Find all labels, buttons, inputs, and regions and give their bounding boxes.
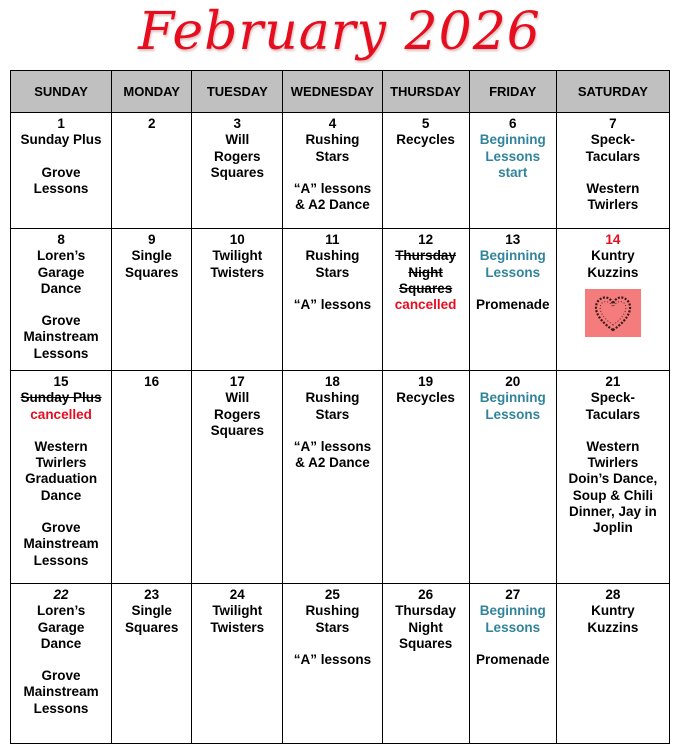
spacer: [472, 636, 554, 652]
day-number: 22: [53, 587, 69, 602]
day-number: 20: [505, 374, 521, 389]
event-text: Thursday Night Squares: [395, 248, 456, 296]
day-number: 15: [53, 374, 69, 389]
weekday-wednesday: WEDNESDAY: [283, 71, 382, 113]
event-text: Sunday Plus: [20, 132, 102, 148]
event-text: Promenade: [475, 296, 550, 312]
day-number: 11: [325, 232, 340, 247]
day-cell: [469, 229, 556, 371]
event-text: “A” lessons: [293, 296, 372, 312]
event-text: Beginning Lessons: [479, 603, 546, 635]
day-cell: [469, 584, 556, 744]
day-number: 13: [505, 232, 521, 247]
weekday-thursday: THURSDAY: [382, 71, 469, 113]
day-cell: [192, 113, 283, 229]
day-number: 26: [418, 587, 434, 602]
day-cell: [112, 113, 192, 229]
calendar-title: February 2026: [138, 2, 541, 62]
event-text: Single Squares: [125, 603, 179, 635]
event-text: Rushing Stars: [305, 390, 360, 422]
day-cell: [11, 584, 112, 744]
day-cell: [283, 584, 382, 744]
day-cell: [283, 229, 382, 371]
event-text: Western Twirlers Graduation Dance: [25, 438, 98, 503]
event-text: Beginning Lessons: [479, 390, 546, 422]
event-text: Beginning Lessons start: [479, 132, 546, 180]
spacer: [285, 636, 379, 652]
day-number: 8: [57, 232, 65, 247]
event-text: cancelled: [30, 406, 92, 422]
weekday-header-row: [11, 71, 670, 113]
day-number: 28: [605, 587, 621, 602]
event-text: Promenade: [475, 651, 550, 667]
day-cell: [556, 113, 669, 229]
day-number: 16: [144, 374, 160, 389]
event-text: Kuntry Kuzzins: [587, 603, 639, 635]
day-cell: [382, 584, 469, 744]
day-cell: [283, 113, 382, 229]
day-number: 24: [229, 587, 245, 602]
event-text: Grove Mainstream Lessons: [23, 668, 99, 716]
event-text: Thursday Night Squares: [395, 603, 456, 651]
day-cell: [11, 371, 112, 584]
day-cell: [556, 371, 669, 584]
day-cell: [556, 229, 669, 371]
event-text: Single Squares: [125, 248, 179, 280]
weekday-tuesday: TUESDAY: [192, 71, 283, 113]
event-text: Speck- Taculars: [585, 132, 641, 164]
spacer: [13, 504, 109, 520]
day-number: 10: [229, 232, 245, 247]
spacer: [559, 165, 667, 181]
day-number: 21: [605, 374, 621, 389]
day-cell: [112, 229, 192, 371]
day-cell: [469, 113, 556, 229]
spacer: [559, 423, 667, 439]
event-text: Recycles: [396, 390, 455, 406]
day-number: 7: [609, 116, 617, 131]
day-number: 19: [418, 374, 434, 389]
event-text: Western Twirlers: [586, 180, 640, 213]
event-text: “A” lessons & A2 Dance: [293, 438, 372, 471]
day-number: 3: [233, 116, 242, 131]
day-cell: [112, 584, 192, 744]
day-cell: [382, 371, 469, 584]
event-text: Kuntry Kuzzins: [587, 248, 639, 280]
event-text: “A” lessons & A2 Dance: [293, 180, 372, 213]
day-cell: [382, 113, 469, 229]
day-number: 1: [57, 116, 65, 131]
day-cell: [382, 229, 469, 371]
day-cell: [192, 371, 283, 584]
spacer: [285, 281, 379, 297]
spacer: [13, 149, 109, 165]
day-number: 5: [421, 116, 430, 131]
day-cell: [112, 371, 192, 584]
event-text: Loren’s Garage Dance: [36, 603, 86, 651]
day-cell: [11, 113, 112, 229]
day-number: 17: [229, 374, 245, 389]
event-text: Beginning Lessons: [479, 248, 546, 280]
day-number: 23: [144, 587, 160, 602]
event-text: Will Rogers Squares: [210, 132, 264, 180]
day-number: 18: [324, 374, 340, 389]
week-row: [11, 584, 670, 744]
event-text: Loren’s Garage Dance: [36, 248, 86, 296]
event-text: Twilight Twisters: [210, 603, 265, 635]
weekday-friday: FRIDAY: [469, 71, 556, 113]
day-number: 14: [605, 232, 621, 247]
event-text: Grove Mainstream Lessons: [23, 520, 99, 568]
day-number: 4: [328, 116, 337, 131]
event-text: Speck- Taculars: [585, 390, 641, 422]
day-cell: [469, 371, 556, 584]
spacer: [13, 297, 109, 313]
calendar-grid: [10, 70, 670, 744]
event-text: Grove Lessons: [33, 164, 89, 196]
event-text: Twilight Twisters: [210, 248, 265, 280]
event-text: Rushing Stars: [305, 603, 360, 635]
event-text: Sunday Plus: [20, 390, 102, 406]
week-row: [11, 371, 670, 584]
week-row: [11, 229, 670, 371]
day-number: 25: [324, 587, 340, 602]
day-cell: [11, 229, 112, 371]
day-number: 6: [508, 116, 517, 131]
day-number: 12: [418, 232, 434, 247]
day-number: 2: [147, 116, 156, 131]
event-text: Grove Mainstream Lessons: [23, 313, 99, 361]
weekday-saturday: SATURDAY: [556, 71, 669, 113]
day-cell: [556, 584, 669, 744]
weekday-monday: MONDAY: [112, 71, 192, 113]
spacer: [285, 165, 379, 181]
spacer: [13, 652, 109, 668]
heart-icon: [585, 289, 641, 337]
event-text: “A” lessons: [293, 651, 372, 667]
spacer: [472, 281, 554, 297]
day-number: 27: [505, 587, 521, 602]
day-number: 9: [147, 232, 156, 247]
event-text: Will Rogers Squares: [210, 390, 264, 438]
day-cell: [192, 229, 283, 371]
week-row: [11, 113, 670, 229]
event-text: cancelled: [394, 297, 457, 313]
event-text: Recycles: [396, 132, 455, 148]
event-text: Rushing Stars: [305, 132, 360, 164]
day-cell: [192, 584, 283, 744]
event-text: Rushing Stars: [305, 248, 360, 280]
weekday-sunday: SUNDAY: [11, 71, 112, 113]
spacer: [285, 423, 379, 439]
spacer: [13, 423, 109, 439]
event-text: Western Twirlers Doin’s Dance, Soup & Chili Dinner, Jay in Joplin: [568, 438, 658, 536]
day-cell: [283, 371, 382, 584]
